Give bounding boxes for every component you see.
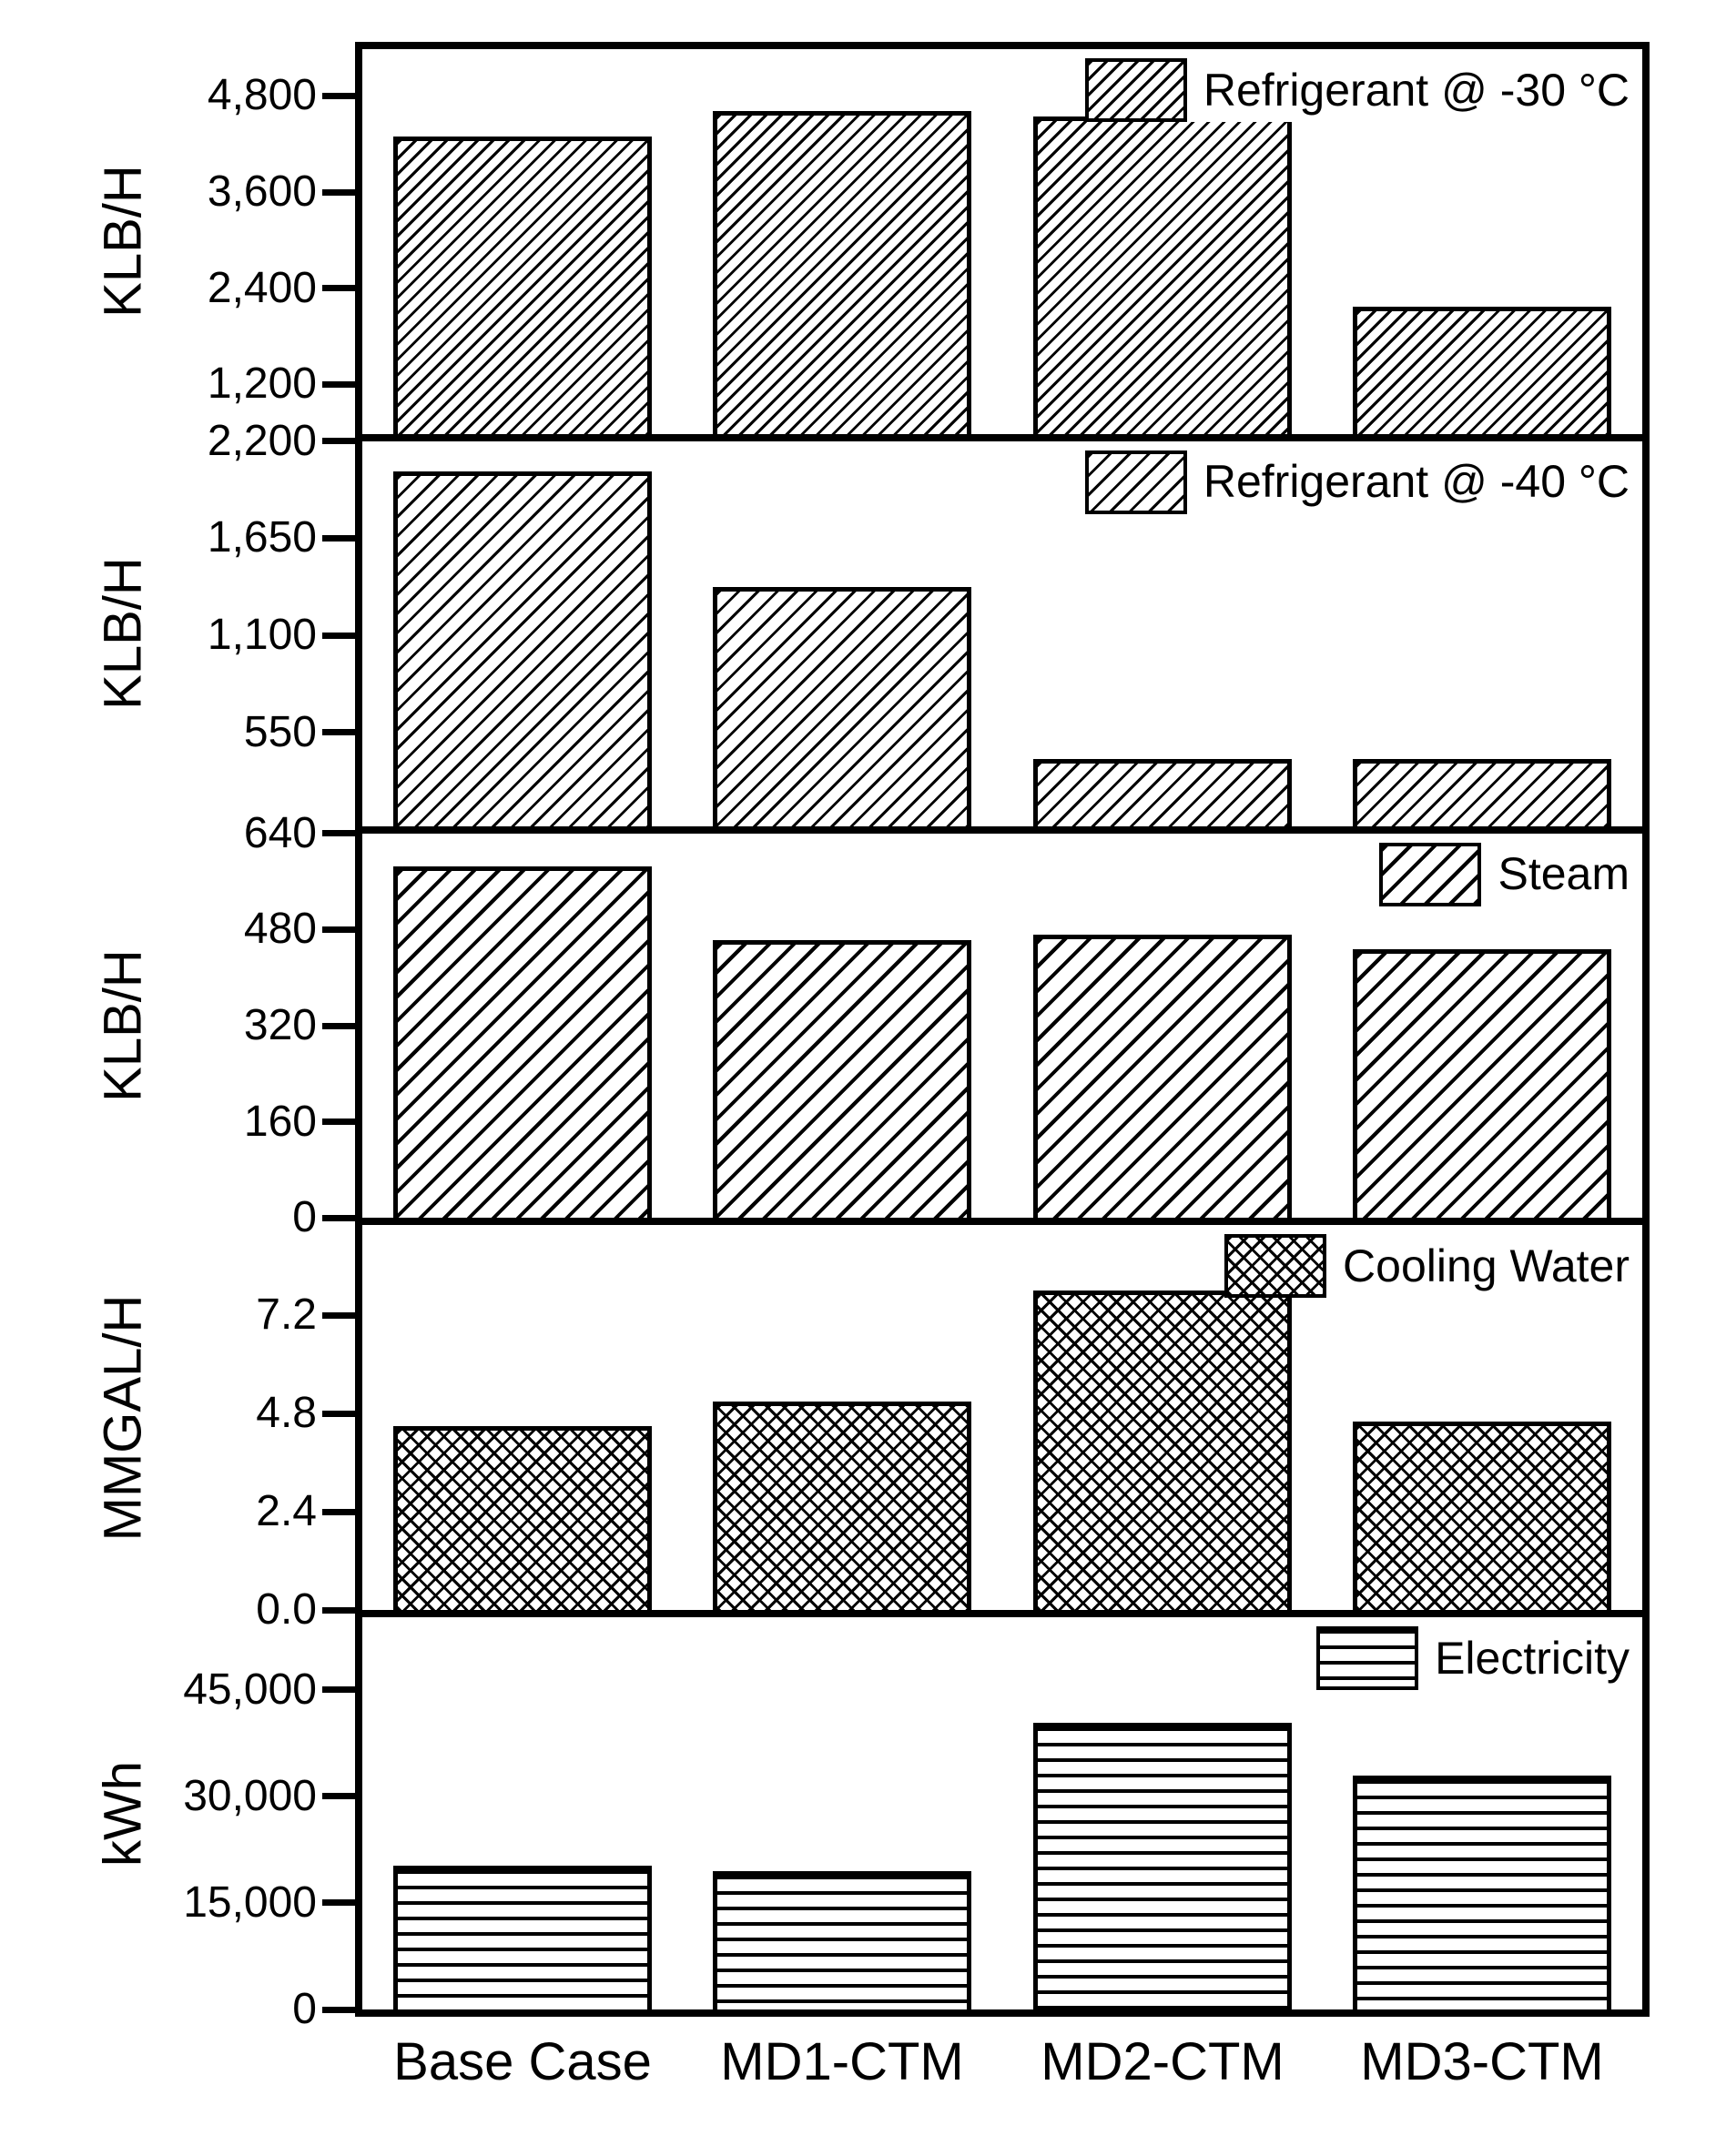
y-tick-label: 7.2 <box>256 1291 317 1339</box>
y-tick-label: 2,200 <box>207 417 317 465</box>
bar-md3-ctm <box>1353 759 1611 826</box>
panel-steam <box>362 834 1642 1226</box>
x-category-label: Base Case <box>393 2032 652 2091</box>
legend-label: Refrigerant @ -40 °C <box>1203 456 1630 508</box>
bar-base-case <box>393 1426 652 1610</box>
legend-label: Electricity <box>1435 1632 1630 1684</box>
y-tick-label: 0.0 <box>256 1585 317 1634</box>
y-tick-label: 4,800 <box>207 71 317 119</box>
x-category-label: MD2-CTM <box>1041 2032 1284 2091</box>
y-tick-mark <box>322 830 355 836</box>
y-tick-mark <box>322 1899 355 1906</box>
y-tick-label: 30,000 <box>183 1772 317 1820</box>
bar-md3-ctm <box>1353 1422 1611 1610</box>
y-tick-label: 4.8 <box>256 1389 317 1437</box>
y-tick-mark <box>322 1312 355 1319</box>
bar-md1-ctm <box>713 940 971 1218</box>
y-axis-unit-label: KLB/H <box>93 557 153 710</box>
y-tick-label: 45,000 <box>183 1665 317 1714</box>
x-category-label: MD3-CTM <box>1360 2032 1604 2091</box>
bar-md3-ctm <box>1353 949 1611 1218</box>
y-tick-label: 640 <box>243 809 317 857</box>
y-tick-mark <box>322 535 355 542</box>
bar-md2-ctm <box>1033 935 1292 1218</box>
y-tick-label: 2,400 <box>207 264 317 312</box>
y-tick-mark <box>322 381 355 388</box>
bar-md1-ctm <box>713 1871 971 2009</box>
y-tick-mark <box>322 1411 355 1417</box>
bar-base-case <box>393 866 652 1218</box>
panel-refrigerant-30-c <box>362 49 1642 441</box>
y-tick-label: 550 <box>243 708 317 756</box>
legend-swatch-diagonal-dense-icon <box>1085 58 1187 122</box>
y-tick-label: 480 <box>243 905 317 953</box>
bar-base-case <box>393 137 652 434</box>
bar-md1-ctm <box>713 111 971 434</box>
legend-swatch-crosshatch-icon <box>1224 1234 1326 1298</box>
legend-swatch-diagonal-sparse-icon <box>1379 843 1481 906</box>
y-tick-mark <box>322 93 355 99</box>
bar-md1-ctm <box>713 587 971 826</box>
legend <box>1085 58 1630 122</box>
y-tick-mark <box>322 438 355 444</box>
legend-label: Steam <box>1498 848 1630 900</box>
y-tick-label: 15,000 <box>183 1878 317 1927</box>
y-tick-mark <box>322 1215 355 1221</box>
y-tick-mark <box>322 1607 355 1614</box>
bar-md3-ctm <box>1353 1776 1611 2009</box>
bar-md2-ctm <box>1033 759 1292 826</box>
y-tick-mark <box>322 633 355 639</box>
bar-base-case <box>393 471 652 826</box>
legend <box>1379 843 1630 906</box>
y-axis-unit-label: KLB/H <box>93 165 153 318</box>
legend-label: Cooling Water <box>1343 1240 1630 1291</box>
y-tick-mark <box>322 1686 355 1693</box>
bar-md2-ctm <box>1033 1723 1292 2009</box>
y-tick-label: 160 <box>243 1098 317 1146</box>
legend-swatch-diagonal-medium-icon <box>1085 450 1187 514</box>
y-tick-label: 2.4 <box>256 1487 317 1535</box>
bar-md1-ctm <box>713 1402 971 1610</box>
y-tick-mark <box>322 189 355 196</box>
y-tick-mark <box>322 2007 355 2013</box>
y-axis-unit-label: KLB/H <box>93 949 153 1102</box>
y-tick-mark <box>322 1509 355 1515</box>
y-tick-mark <box>322 285 355 291</box>
y-tick-label: 1,100 <box>207 611 317 659</box>
y-tick-mark <box>322 729 355 735</box>
y-tick-mark <box>322 926 355 933</box>
bar-md2-ctm <box>1033 116 1292 434</box>
y-tick-label: 1,650 <box>207 513 317 562</box>
y-tick-label: 1,200 <box>207 359 317 408</box>
panel-electricity <box>362 1617 1642 2009</box>
y-axis-unit-label: MMGAL/H <box>93 1294 153 1542</box>
y-axis-unit-label: kWh <box>93 1761 153 1867</box>
y-tick-mark <box>322 1793 355 1799</box>
y-tick-label: 0 <box>292 1193 317 1241</box>
legend <box>1085 450 1630 514</box>
bar-md2-ctm <box>1033 1291 1292 1610</box>
y-tick-mark <box>322 1023 355 1029</box>
panel-refrigerant-40-c <box>362 441 1642 834</box>
legend-label: Refrigerant @ -30 °C <box>1203 64 1630 116</box>
plot-area <box>355 42 1650 2017</box>
x-category-label: MD1-CTM <box>720 2032 964 2091</box>
bar-md3-ctm <box>1353 307 1611 434</box>
legend-swatch-horizontal-icon <box>1316 1626 1418 1690</box>
y-tick-label: 0 <box>292 1985 317 2033</box>
legend <box>1224 1234 1630 1298</box>
bar-base-case <box>393 1866 652 2009</box>
legend <box>1316 1626 1630 1690</box>
y-tick-label: 3,600 <box>207 167 317 216</box>
panel-cooling-water <box>362 1225 1642 1617</box>
y-tick-mark <box>322 1118 355 1125</box>
y-tick-label: 320 <box>243 1001 317 1049</box>
